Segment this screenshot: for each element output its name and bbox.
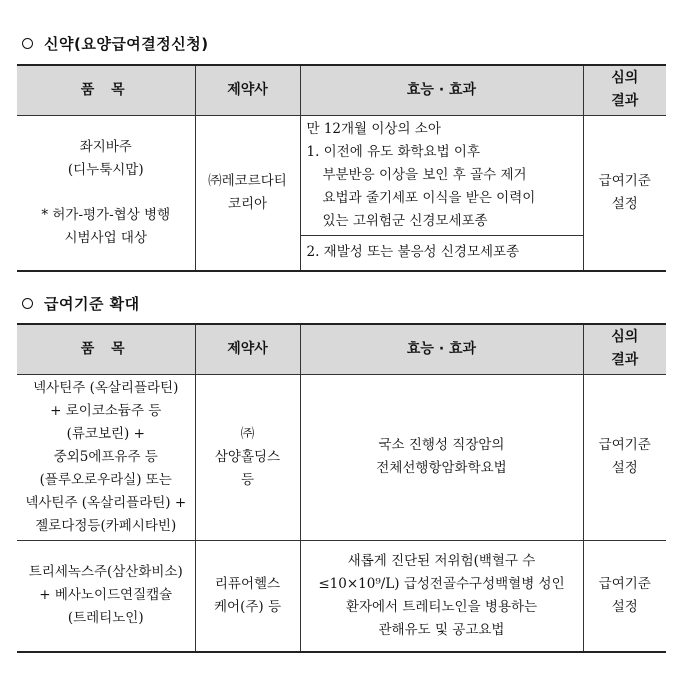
effect-cell xyxy=(300,235,583,271)
company-cell xyxy=(195,374,300,540)
company-line: 등 xyxy=(240,471,255,488)
effect-line: ≤10×10⁹/L) 급성전골수구성백혈병 성인 xyxy=(318,575,565,592)
result-cell xyxy=(583,115,666,271)
effect-line: 관해유도 및 공고요법 xyxy=(378,621,505,638)
item-line: 중외5에프유주 등 xyxy=(53,448,158,465)
item-note: * 허가-평가-협상 병행 xyxy=(41,206,171,223)
company-cell xyxy=(195,540,300,652)
company-line: 코리아 xyxy=(227,195,268,212)
effect-line: 새롭게 진단된 저위험(백혈구 수 xyxy=(347,552,536,569)
header-effect: 효능 · 효과 xyxy=(300,65,583,115)
table-header-row xyxy=(17,324,666,374)
header-result-line2: 결과 xyxy=(611,93,639,110)
company-line: 리퓨어헬스 xyxy=(214,575,281,592)
header-company: 제약사 xyxy=(195,65,300,115)
result-line: 설정 xyxy=(611,195,638,212)
item-line: (디누툭시맙) xyxy=(67,161,144,178)
item-line: (트레티노인) xyxy=(67,610,144,627)
effect-line: 요법과 줄기세포 이식을 받은 이력이 xyxy=(322,189,536,206)
table-header-row xyxy=(17,65,666,115)
result-line: 급여기준 xyxy=(598,437,651,453)
effect-line: 부분반응 이상을 보인 후 골수 제거 xyxy=(322,166,527,183)
header-company: 제약사 xyxy=(195,324,300,374)
effect-line: 전체선행항암화학요법 xyxy=(376,460,507,476)
effect-line: 만 12개월 이상의 소아 xyxy=(306,120,441,137)
effect-line: 2. 재발성 또는 불응성 신경모세포종 xyxy=(306,244,520,261)
header-result-line2: 결과 xyxy=(611,352,639,369)
result-line: 설정 xyxy=(611,460,638,476)
item-cell xyxy=(17,115,195,271)
effect-line: 국소 진행성 직장암의 xyxy=(378,437,505,453)
company-line: 삼양홀딩스 xyxy=(214,448,281,465)
effect-line: 환자에서 트레티노인을 병용하는 xyxy=(345,598,538,615)
item-line: 넥사틴주 (옥살리플라틴) + xyxy=(25,494,187,511)
section-title-text: 급여기준 확대 xyxy=(44,295,140,313)
effect-cell xyxy=(300,540,583,652)
section-title-coverage-expansion xyxy=(22,293,140,314)
result-line: 급여기준 xyxy=(598,172,651,189)
company-line: 케어(주) 등 xyxy=(214,598,281,615)
item-line: + 베사노이드연질캡슐 xyxy=(39,587,173,604)
item-line: 젤로다정등(카페시타빈) xyxy=(35,517,177,534)
company-line: ㈜레코르다티 xyxy=(208,172,287,189)
header-item: 품 목 xyxy=(17,324,195,374)
item-line: + 로이코소듐주 등 xyxy=(50,402,162,419)
section-title-new-drug xyxy=(22,33,209,54)
header-effect: 효능 · 효과 xyxy=(300,324,583,374)
item-line: 좌지바주 xyxy=(79,138,132,155)
item-cell xyxy=(17,540,195,652)
header-result xyxy=(583,324,666,374)
effect-cell xyxy=(300,374,583,540)
item-line: 트리세녹스주(삼산화비소) xyxy=(28,564,183,581)
table-row xyxy=(17,115,666,235)
circle-bullet-icon xyxy=(22,298,33,309)
table-row xyxy=(17,540,666,652)
result-cell xyxy=(583,374,666,540)
header-item: 품 목 xyxy=(17,65,195,115)
header-result-line1: 심의 xyxy=(611,70,639,87)
result-cell xyxy=(583,540,666,652)
section-title-text: 신약(요양급여결정신청) xyxy=(44,35,209,53)
item-note: 시범사업 대상 xyxy=(64,229,148,246)
effect-line: 있는 고위험군 신경모세포종 xyxy=(322,212,488,229)
effect-cell xyxy=(300,115,583,235)
company-line: ㈜ xyxy=(240,425,255,442)
result-line: 급여기준 xyxy=(598,575,651,592)
header-result-line1: 심의 xyxy=(611,329,639,346)
item-line: 넥사틴주 (옥살리플라틴) xyxy=(33,379,179,396)
item-line: (류코보린) + xyxy=(66,425,145,442)
effect-line: 1. 이전에 유도 화학요법 이후 xyxy=(306,143,480,160)
item-line: (플루오로우라실) 또는 xyxy=(39,471,172,488)
company-cell xyxy=(195,115,300,271)
circle-bullet-icon xyxy=(22,38,33,49)
item-cell xyxy=(17,374,195,540)
table-row xyxy=(17,374,666,540)
header-result xyxy=(583,65,666,115)
result-line: 설정 xyxy=(611,598,638,615)
new-drug-table xyxy=(17,64,666,272)
coverage-expansion-table xyxy=(17,323,666,653)
